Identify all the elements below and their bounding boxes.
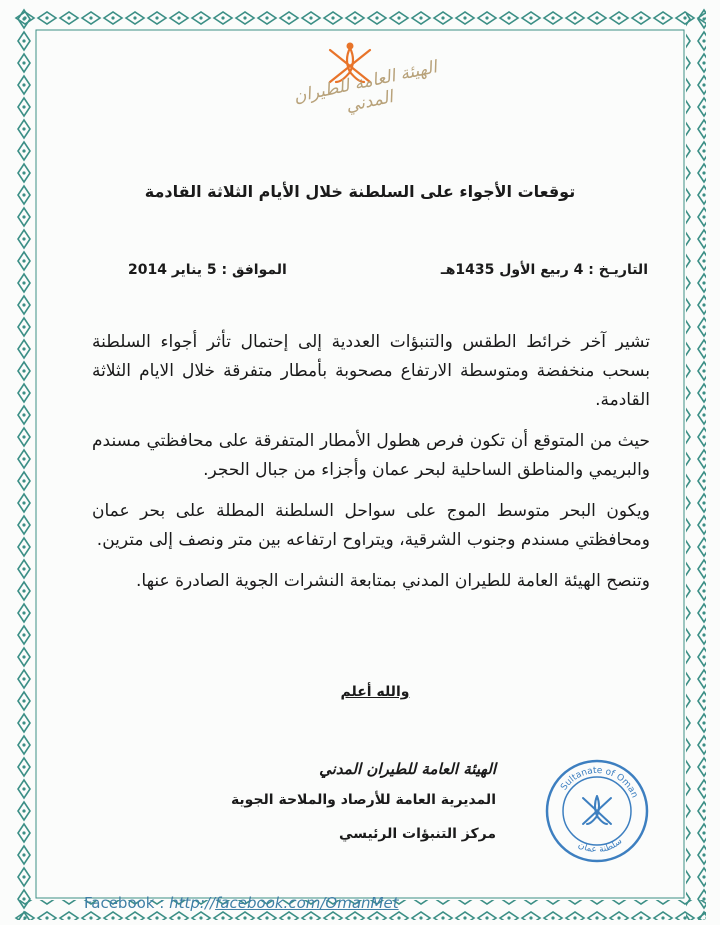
paragraph: ويكون البحر متوسط الموج على سواحل السلطنة المطلة على بحر عمان ومحافظتي مسندم وجنوب الشرقية، ويتراوح ارتفاعه بين متر ونصف إلى مترين.: [92, 501, 650, 550]
signature-center: مركز التنبؤات الرئيسي: [339, 826, 496, 842]
stamp-text-ar: سلطنة عمان: [576, 836, 625, 856]
paragraph: وتنصح الهيئة العامة للطيران المدني بمتابعة النشرات الجوية الصادرة عنها.: [136, 571, 650, 591]
svg-text:سلطنة عمان: [576, 836, 624, 855]
facebook-link[interactable]: facebook.com/OmanMet: [215, 894, 399, 912]
sign-off: والله أعلم: [340, 684, 410, 700]
official-stamp-icon: [544, 758, 650, 864]
facebook-footer: [84, 894, 399, 912]
paragraph: حيث من المتوقع أن تكون فرص هطول الأمطار المتفرقة على محافظتي مسندم والبريمي والمناطق الساحلية لبحر عمان وأجزاء من جبال الحجر.: [92, 431, 650, 480]
hijri-date: التاريـخ : 4 ربيع الأول 1435هـ: [440, 262, 648, 278]
stamp-text-en: Sultanate of Oman: [559, 765, 640, 800]
authority-logo-text: الهيئة العامة للطيران المدني: [291, 57, 439, 117]
facebook-link-protocol: http://: [169, 894, 216, 912]
forecast-body: [92, 328, 650, 608]
signature-directorate: المديرية العامة للأرصاد والملاحة الجوية: [230, 792, 496, 808]
facebook-label: Facebook :: [84, 894, 165, 912]
paragraph: تشير آخر خرائط الطقس والتنبؤات العددية إلى إحتمال تأثر أجواء السلطنة بسحب منخفضة ومتوسطة الارتفاع مصحوبة بأمطار متفرقة خلال الايام الثلاثة القادمة.: [92, 332, 650, 410]
page-title: توقعات الأجواء على السلطنة خلال الأيام الثلاثة القادمة: [144, 182, 576, 201]
gregorian-date: الموافق : 5 يناير 2014: [128, 262, 287, 278]
signature-authority: الهيئة العامة للطيران المدني: [319, 760, 496, 778]
